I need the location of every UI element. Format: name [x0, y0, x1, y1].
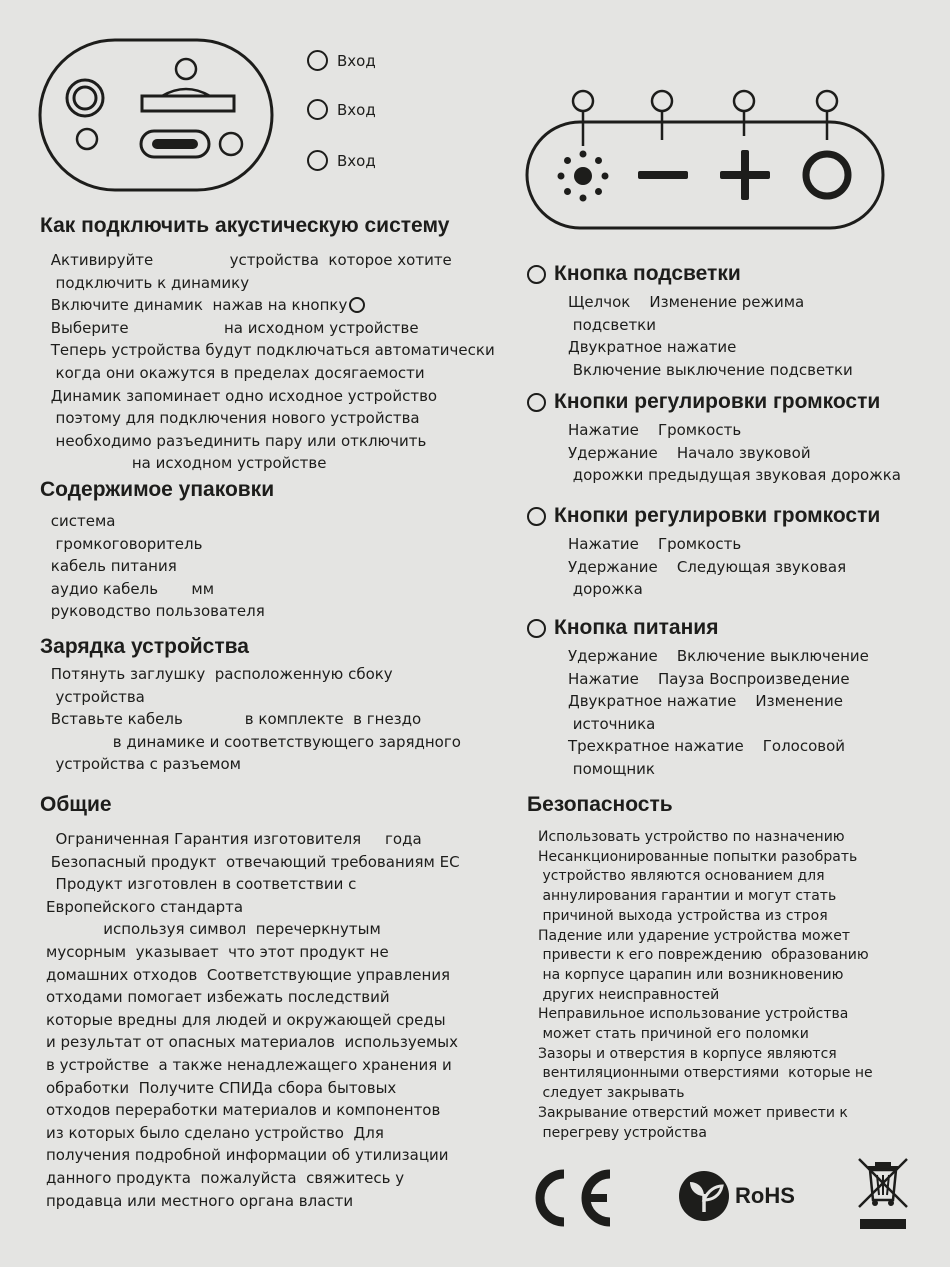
- package-title: Содержимое упаковки: [40, 478, 275, 501]
- text-line: подсветки: [568, 315, 656, 334]
- power-circle-icon: [349, 297, 365, 313]
- port-label-2: [307, 99, 376, 120]
- port-label-1: [307, 50, 376, 71]
- text-line: Удержание Следующая звуковая: [568, 557, 847, 576]
- text-line: и результат от опасных материалов используемых: [46, 1033, 458, 1052]
- text-line: на исходном устройстве: [46, 454, 327, 473]
- text-line: продавца или местного органа власти: [46, 1191, 354, 1210]
- text-line: помощник: [568, 759, 655, 778]
- text-line: вентиляционными отверстиями которые не: [538, 1065, 873, 1082]
- buttons-diagram: [525, 88, 885, 234]
- text-line: устройство являются основанием для: [538, 868, 825, 885]
- text-line: когда они окажутся в пределах досягаемости: [46, 363, 425, 382]
- sd-slot-icon: [142, 96, 234, 111]
- text-line: Закрывание отверстий может привести к: [538, 1104, 848, 1121]
- text-line: аннулирования гарантии и могут стать: [538, 888, 837, 905]
- text-line: на корпусе царапин или возникновению: [538, 966, 844, 983]
- text-line: Зазоры и отверстия в корпусе являются: [538, 1045, 837, 1062]
- connect-title: Как подключить акустическую систему: [40, 214, 450, 237]
- text-line: подключить к динамику: [46, 273, 250, 292]
- rohs-logo: [678, 1170, 795, 1222]
- text-line: руководство пользователя: [46, 602, 265, 621]
- text-line: Ограниченная Гарантия изготовителя года: [46, 830, 422, 848]
- text-line-content: Включите динамик нажав на кнопку: [46, 296, 348, 315]
- volume2-text: [568, 533, 846, 601]
- text-line: Европейского стандарта: [46, 897, 244, 916]
- text-line: Потянуть заглушку расположенную сбоку: [46, 665, 393, 683]
- general-title: Общие: [40, 793, 112, 816]
- backlight-text: [568, 291, 853, 381]
- circle-marker-icon: [527, 265, 546, 284]
- text-line: Теперь устройства будут подключаться автоматически: [46, 341, 495, 360]
- ce-mark-logo: [527, 1167, 617, 1229]
- text-line: [46, 294, 495, 317]
- text-line: кабель питания: [46, 557, 177, 576]
- circle-marker-icon: [307, 150, 328, 171]
- text-line: Трехкратное нажатие Голосовой: [568, 737, 846, 756]
- text-line: мусорным указывает что этот продукт не: [46, 942, 389, 961]
- text-line: Выберите на исходном устройстве: [46, 318, 419, 337]
- indicator-dot-icon: [77, 129, 97, 149]
- text-line: источника: [568, 714, 656, 733]
- port-label-text: Вход: [337, 151, 376, 170]
- text-line: устройства: [46, 687, 145, 706]
- text-line: Включение выключение подсветки: [568, 360, 853, 379]
- text-line: Двукратное нажатие Изменение: [568, 692, 843, 711]
- backlight-title: Кнопка подсветки: [554, 262, 741, 285]
- volume2-title: Кнопки регулировки громкости: [554, 504, 881, 527]
- leaf-icon: [678, 1170, 730, 1222]
- connect-text: [46, 249, 495, 475]
- text-line: Неправильное использование устройства: [538, 1006, 849, 1023]
- text-line: Падение или ударение устройства может: [538, 927, 850, 944]
- text-line: Щелчок Изменение режима: [568, 293, 805, 311]
- text-line: следует закрывать: [538, 1085, 685, 1102]
- sd-marker-icon: [176, 59, 196, 79]
- text-line: Активируйте устройства которое хотите: [46, 251, 452, 269]
- charging-text: [46, 663, 461, 776]
- text-line: используя символ перечеркнутым: [46, 920, 381, 939]
- circle-marker-icon: [527, 393, 546, 412]
- safety-text: [538, 828, 873, 1143]
- power-heading: [527, 616, 718, 640]
- circle-marker-icon: [307, 50, 328, 71]
- general-text: [46, 828, 460, 1212]
- plus-icon: [720, 150, 770, 200]
- volume2-heading: [527, 504, 880, 528]
- circle-marker-icon: [307, 99, 328, 120]
- text-line: Нажатие Пауза Воспроизведение: [568, 669, 850, 688]
- text-line: устройства с разъемом: [46, 755, 241, 774]
- minus-icon: [638, 171, 688, 179]
- text-line: Вставьте кабель в комплекте в гнездо: [46, 710, 422, 729]
- sun-icon: [558, 151, 609, 202]
- text-line: Нажатие Громкость: [568, 535, 742, 553]
- circle-marker-icon: [527, 619, 546, 638]
- text-line: которые вредны для людей и окружающей среды: [46, 1010, 446, 1029]
- package-text: [46, 510, 265, 623]
- power-title: Кнопка питания: [554, 616, 719, 639]
- safety-title: Безопасность: [527, 793, 673, 816]
- text-line: Двукратное нажатие: [568, 338, 737, 357]
- text-line: привести к его повреждению образованию: [538, 947, 869, 964]
- text-line: Нажатие Громкость: [568, 421, 742, 439]
- text-line: причиной выхода устройства из строя: [538, 907, 828, 924]
- text-line: Использовать устройство по назначению: [538, 829, 845, 845]
- text-line: из которых было сделано устройство Для: [46, 1123, 384, 1142]
- charging-title: Зарядка устройства: [40, 635, 249, 658]
- text-line: Удержание Включение выключение: [568, 647, 869, 665]
- text-line: в устройстве а также ненадлежащего хранения и: [46, 1055, 452, 1074]
- text-line: необходимо разъединить пару или отключить: [46, 431, 427, 450]
- text-line: Динамик запоминает одно исходное устройство: [46, 386, 438, 405]
- volume1-text: [568, 419, 901, 487]
- rohs-text: RoHS: [735, 1183, 795, 1208]
- power-text: [568, 645, 869, 781]
- text-line: дорожки предыдущая звуковая дорожка: [568, 466, 902, 485]
- port-label-3: [307, 150, 376, 171]
- text-line: других неисправностей: [538, 986, 720, 1003]
- port-label-text: Вход: [337, 51, 376, 70]
- led-dot-icon: [220, 133, 242, 155]
- text-line: Несанкционированные попытки разобрать: [538, 848, 858, 865]
- text-line: Удержание Начало звуковой: [568, 443, 811, 462]
- aux-port-icon: [67, 80, 103, 116]
- text-line: перегреву устройства: [538, 1124, 707, 1141]
- volume1-title: Кнопки регулировки громкости: [554, 390, 881, 413]
- text-line: аудио кабель мм: [46, 579, 215, 598]
- text-line: обработки Получите СПИДа сбора бытовых: [46, 1078, 397, 1097]
- text-line: Безопасный продукт отвечающий требованиям ЕС: [46, 852, 460, 871]
- text-line: дорожка: [568, 580, 643, 599]
- ports-diagram: [38, 38, 274, 192]
- text-line: может стать причиной его поломки: [538, 1026, 809, 1043]
- text-line: получения подробной информации об утилизации: [46, 1146, 449, 1165]
- text-line: домашних отходов Соответствующие управления: [46, 965, 451, 984]
- text-line: отходами помогает избежать последствий: [46, 988, 390, 1007]
- circle-marker-icon: [527, 507, 546, 526]
- text-line: громкоговоритель: [46, 534, 203, 553]
- text-line: в динамике и соответствующего зарядного: [46, 732, 461, 751]
- port-label-text: Вход: [337, 100, 376, 119]
- volume1-heading: [527, 390, 880, 414]
- text-line: система: [46, 512, 116, 530]
- text-line: Продукт изготовлен в соответствии с: [46, 875, 357, 894]
- power-ring-icon: [806, 154, 848, 196]
- backlight-heading: [527, 262, 741, 286]
- text-line: поэтому для подключения нового устройства: [46, 409, 420, 428]
- text-line: данного продукта пожалуйста свяжитесь у: [46, 1168, 405, 1187]
- text-line: отходов переработки материалов и компонентов: [46, 1101, 441, 1120]
- weee-bin-icon: [855, 1155, 911, 1231]
